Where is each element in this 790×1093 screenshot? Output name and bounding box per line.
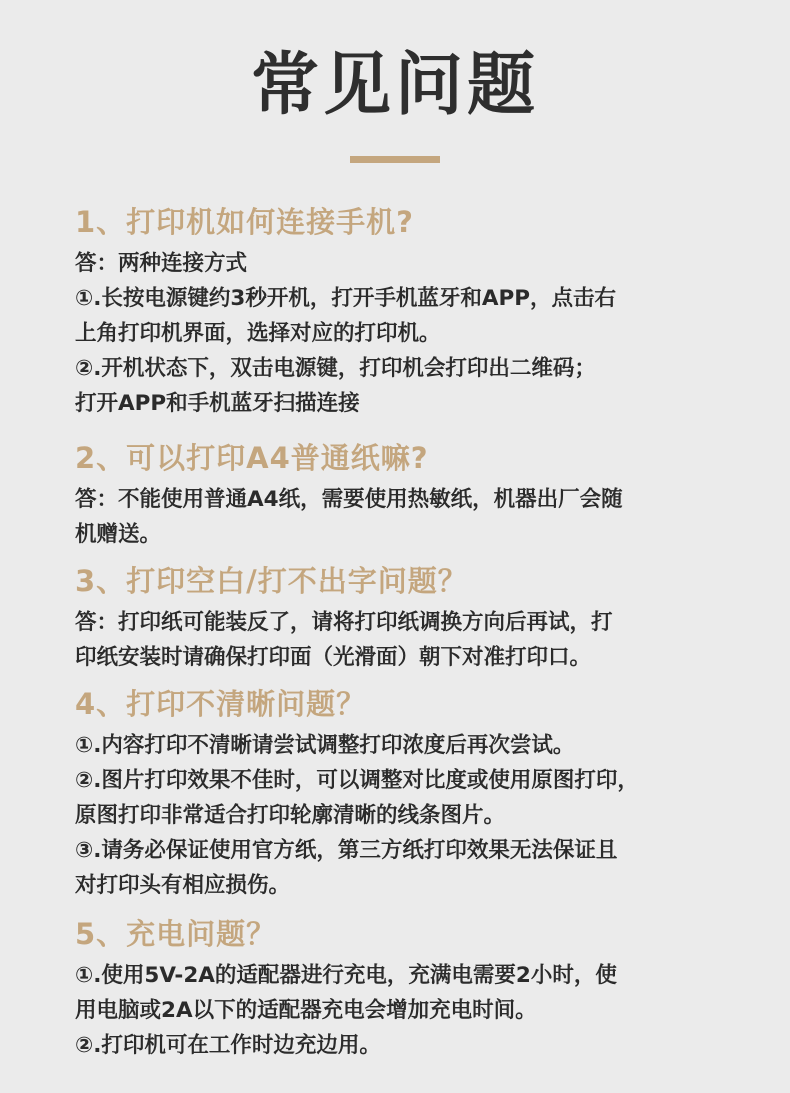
answer-line: ③.请务必保证使用官方纸，第三方纸打印效果无法保证且 [75, 838, 618, 863]
faq-answer [75, 958, 755, 1063]
answer-line: 答：打印纸可能装反了，请将打印纸调换方向后再试，打 [75, 610, 613, 635]
faq-answer [75, 482, 755, 552]
answer-line: 用电脑或2A以下的适配器充电会增加充电时间。 [75, 998, 537, 1023]
faq-question: 1、打印机如何连接手机? [75, 205, 415, 239]
faq-item-3 [75, 561, 755, 675]
answer-line: 对打印头有相应损伤。 [75, 873, 291, 898]
page-title: 常见问题 [250, 46, 539, 125]
faq-item-5 [75, 914, 755, 1063]
answer-line: 机赠送。 [75, 522, 162, 547]
answer-line: 上角打印机界面，选择对应的打印机。 [75, 321, 441, 346]
faq-question: 4、打印不清晰问题？ [75, 687, 367, 721]
answer-line: ①.使用5V-2A的适配器进行充电，充满电需要2小时，使 [75, 963, 617, 988]
faq-question: 5、充电问题？ [75, 917, 277, 951]
title-underline [350, 156, 440, 163]
faq-answer [75, 728, 755, 903]
answer-line: 印纸安装时请确保打印面（光滑面）朝下对准打印口。 [75, 645, 592, 670]
answer-line: ①.长按电源键约3秒开机，打开手机蓝牙和APP，点击右 [75, 286, 616, 311]
faq-question: 2、可以打印A4普通纸嘛? [75, 441, 429, 475]
answer-line: ①.内容打印不清晰请尝试调整打印浓度后再次尝试。 [75, 733, 575, 758]
answer-line: 答：两种连接方式 [75, 251, 248, 276]
faq-item-2 [75, 438, 755, 552]
faq-answer [75, 605, 755, 675]
answer-line: ②.开机状态下，双击电源键，打印机会打印出二维码； [75, 356, 596, 381]
answer-line: 原图打印非常适合打印轮廓清晰的线条图片。 [75, 803, 506, 828]
faq-question: 3、打印空白/打不出字问题？ [75, 564, 468, 598]
faq-answer [75, 246, 755, 421]
answer-line: ②.打印机可在工作时边充边用。 [75, 1033, 381, 1058]
faq-item-1 [75, 202, 755, 421]
answer-line: ②.图片打印效果不佳时，可以调整对比度或使用原图打印， [75, 768, 639, 793]
faq-item-4 [75, 684, 755, 903]
answer-line: 打开APP和手机蓝牙扫描连接 [75, 391, 360, 416]
answer-line: 答：不能使用普通A4纸，需要使用热敏纸，机器出厂会随 [75, 487, 623, 512]
